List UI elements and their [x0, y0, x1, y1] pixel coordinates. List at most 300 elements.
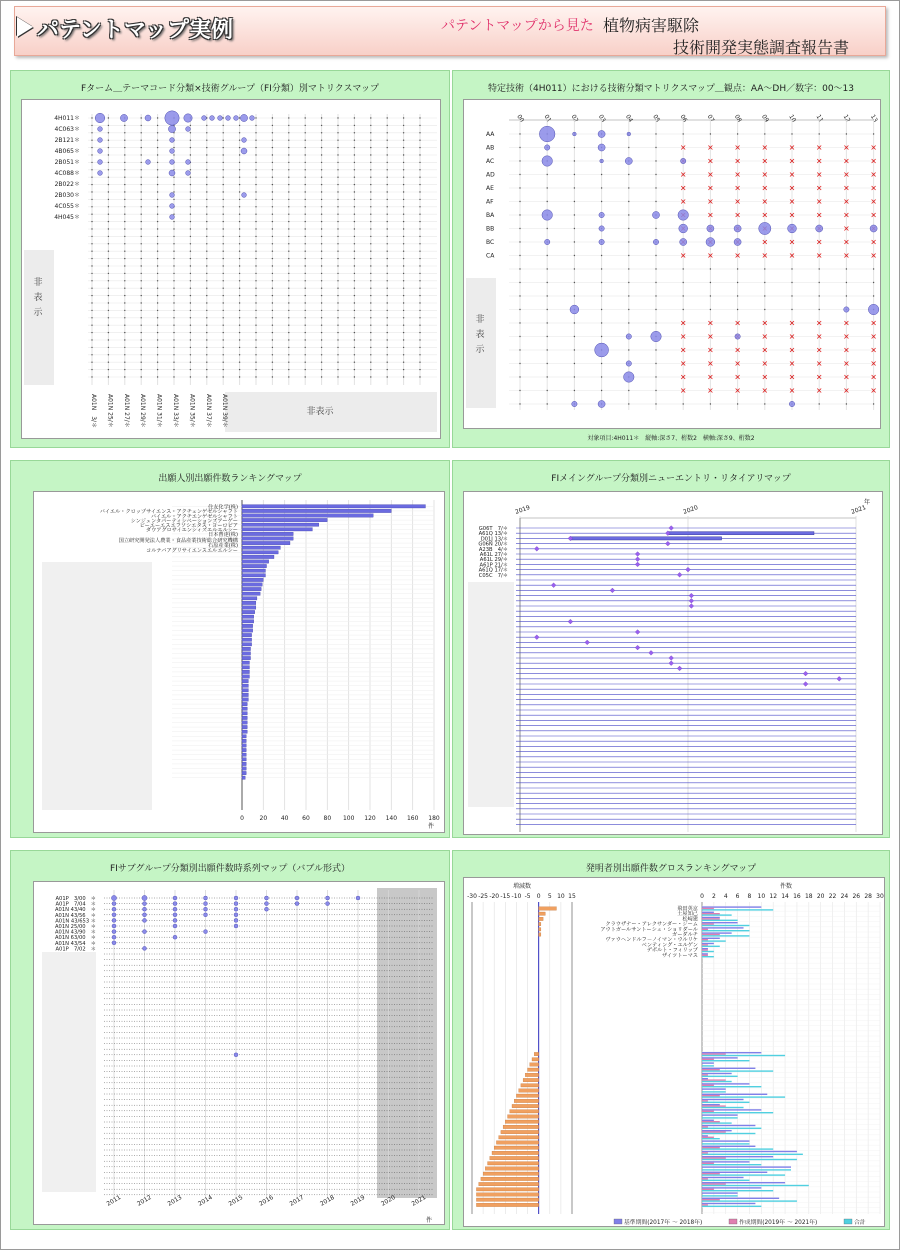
empty-cell-dot: [124, 214, 125, 215]
empty-cell-dot: [337, 243, 338, 244]
diff-bar: [523, 1078, 539, 1081]
empty-cell-dot: [846, 295, 847, 296]
empty-cell-dot: [255, 302, 256, 303]
x-tick-label: 0: [240, 815, 244, 822]
empty-cell-dot: [574, 336, 575, 337]
bar-total: [702, 1107, 744, 1108]
panel-inventor-ranking: [452, 850, 890, 1230]
hidden-label: 示: [475, 345, 485, 355]
empty-cell-dot: [124, 317, 125, 318]
empty-cell-dot: [354, 265, 355, 266]
empty-cell-dot: [206, 369, 207, 370]
empty-cell-dot: [519, 228, 520, 229]
empty-cell-dot: [190, 169, 191, 170]
empty-cell-dot: [255, 317, 256, 318]
empty-cell-dot: [288, 221, 289, 222]
empty-cell-dot: [337, 184, 338, 185]
bar-created-period: [702, 918, 720, 919]
empty-cell-dot: [108, 177, 109, 178]
empty-cell-dot: [206, 177, 207, 178]
hidden-label: 表: [33, 293, 43, 303]
applicant-bar: [242, 702, 247, 705]
empty-cell-dot: [628, 295, 629, 296]
empty-cell-dot: [91, 369, 92, 370]
entry-marker: [551, 583, 556, 588]
empty-cell-dot: [91, 376, 92, 377]
subgroup-bubble: [173, 918, 177, 922]
empty-cell-dot: [206, 228, 207, 229]
empty-cell-dot: [419, 169, 420, 170]
diff-bar: [539, 917, 543, 920]
applicant-bar: [242, 624, 253, 627]
empty-cell-dot: [574, 174, 575, 175]
empty-cell-dot: [387, 221, 388, 222]
empty-cell-dot: [239, 317, 240, 318]
empty-cell-dot: [288, 243, 289, 244]
subgroup-bubble: [173, 902, 177, 906]
empty-cell-dot: [387, 258, 388, 259]
empty-cell-dot: [239, 354, 240, 355]
applicant-label: バイエル・アクチエンゲゼルシャフト: [150, 513, 238, 520]
bar-base-period: [702, 922, 738, 923]
empty-cell-dot: [239, 310, 240, 311]
row-label: A01N 43/56 ＊: [54, 912, 96, 919]
empty-cell-dot: [190, 228, 191, 229]
empty-cell-dot: [305, 295, 306, 296]
empty-cell-dot: [91, 236, 92, 237]
empty-cell-dot: [91, 302, 92, 303]
empty-cell-dot: [108, 376, 109, 377]
y-tick-label: 2B121＊: [54, 137, 80, 144]
right-tick-label: 16: [793, 893, 801, 900]
empty-cell-dot: [255, 376, 256, 377]
subgroup-bubble: [234, 918, 238, 922]
bar-base-period: [702, 1187, 761, 1188]
subgroup-bubble: [173, 935, 177, 939]
applicant-bar: [242, 587, 261, 590]
empty-cell-dot: [173, 354, 174, 355]
empty-cell-dot: [239, 117, 240, 118]
empty-cell-dot: [419, 362, 420, 363]
empty-cell-dot: [519, 187, 520, 188]
empty-cell-dot: [124, 376, 125, 377]
entry-marker: [669, 526, 674, 531]
empty-cell-dot: [173, 147, 174, 148]
y-tick-label: 4B065＊: [54, 148, 80, 155]
empty-cell-dot: [419, 288, 420, 289]
empty-cell-dot: [655, 363, 656, 364]
entry-marker: [635, 552, 640, 557]
empty-cell-dot: [547, 187, 548, 188]
empty-cell-dot: [710, 282, 711, 283]
empty-cell-dot: [272, 228, 273, 229]
empty-cell-dot: [206, 258, 207, 259]
empty-cell-dot: [737, 403, 738, 404]
bar-base-period: [702, 1135, 708, 1136]
row-label: A01N 43/90 ＊: [54, 929, 96, 936]
bar-total: [702, 935, 749, 936]
diff-bar: [479, 1182, 539, 1185]
row-label: G06T 7/＊: [478, 526, 508, 532]
empty-cell-dot: [387, 236, 388, 237]
empty-cell-dot: [206, 214, 207, 215]
empty-cell-dot: [206, 132, 207, 133]
empty-cell-dot: [403, 184, 404, 185]
y-tick-label: 4C063＊: [54, 126, 80, 133]
empty-cell-dot: [239, 376, 240, 377]
bar-total: [702, 1174, 785, 1175]
subgroup-bubble: [143, 902, 147, 906]
chart-area: [463, 491, 883, 835]
empty-cell-dot: [288, 206, 289, 207]
empty-cell-dot: [655, 255, 656, 256]
empty-cell-dot: [305, 258, 306, 259]
empty-cell-dot: [91, 295, 92, 296]
empty-cell-dot: [108, 206, 109, 207]
empty-cell-dot: [601, 363, 602, 364]
empty-cell-dot: [223, 354, 224, 355]
empty-cell-dot: [683, 133, 684, 134]
empty-cell-dot: [305, 280, 306, 281]
empty-cell-dot: [337, 162, 338, 163]
empty-cell-dot: [305, 325, 306, 326]
empty-cell-dot: [387, 295, 388, 296]
empty-cell-dot: [124, 288, 125, 289]
empty-cell-dot: [547, 309, 548, 310]
empty-cell-dot: [387, 376, 388, 377]
y-tick-label: AE: [486, 185, 494, 192]
empty-cell-dot: [321, 310, 322, 311]
empty-cell-dot: [124, 177, 125, 178]
empty-cell-dot: [403, 243, 404, 244]
entry-marker: [803, 671, 808, 676]
right-tick-label: 22: [828, 893, 837, 900]
applicant-bar: [242, 776, 245, 779]
empty-cell-dot: [173, 347, 174, 348]
subgroup-bubble: [326, 896, 330, 900]
bar-base-period: [702, 953, 708, 954]
applicant-label: コルテバアグリサイエンスエルエルシー: [146, 547, 238, 554]
panel-title: Fターム＿テーマコード分類×技術グループ（FI分類）別マトリクスマップ: [80, 84, 380, 94]
empty-cell-dot: [387, 228, 388, 229]
empty-cell-dot: [387, 214, 388, 215]
empty-cell-dot: [108, 332, 109, 333]
empty-cell-dot: [288, 125, 289, 126]
empty-cell-dot: [370, 295, 371, 296]
empty-cell-dot: [141, 243, 142, 244]
empty-cell-dot: [108, 325, 109, 326]
x-tick-label: 13: [868, 113, 879, 124]
empty-cell-dot: [141, 362, 142, 363]
bar-total: [702, 1185, 809, 1186]
empty-cell-dot: [387, 310, 388, 311]
subgroup-bubble: [112, 907, 116, 911]
bar-created-period: [702, 1126, 708, 1127]
subgroup-bubble: [143, 907, 147, 911]
applicant-bar: [242, 541, 290, 544]
empty-cell-dot: [206, 347, 207, 348]
empty-cell-dot: [791, 309, 792, 310]
inventor-label: デボルト・フィリップ: [646, 947, 698, 954]
empty-cell-dot: [272, 140, 273, 141]
empty-cell-dot: [108, 162, 109, 163]
empty-cell-dot: [272, 214, 273, 215]
empty-cell-dot: [337, 280, 338, 281]
empty-cell-dot: [108, 184, 109, 185]
empty-cell-dot: [321, 280, 322, 281]
empty-cell-dot: [764, 403, 765, 404]
panel-title: 出願人別出願件数ランキングマップ: [158, 474, 302, 484]
empty-cell-dot: [321, 177, 322, 178]
subgroup-bubble: [204, 907, 208, 911]
applicant-bar: [242, 569, 265, 572]
empty-cell-dot: [370, 140, 371, 141]
right-tick-label: 26: [852, 893, 861, 900]
empty-cell-dot: [370, 191, 371, 192]
empty-cell-dot: [239, 214, 240, 215]
empty-cell-dot: [337, 376, 338, 377]
play-arrow-icon: [17, 17, 33, 37]
y-tick-label: 4C088＊: [54, 170, 80, 177]
empty-cell-dot: [91, 273, 92, 274]
empty-cell-dot: [370, 347, 371, 348]
empty-cell-dot: [370, 154, 371, 155]
empty-cell-dot: [157, 302, 158, 303]
subgroup-bubble: [326, 902, 330, 906]
empty-cell-dot: [124, 273, 125, 274]
empty-cell-dot: [157, 154, 158, 155]
x-tick-label: 06: [678, 113, 689, 124]
applicant-bar: [242, 592, 260, 595]
empty-cell-dot: [223, 317, 224, 318]
empty-cell-dot: [206, 199, 207, 200]
bar-created-period: [702, 1095, 720, 1096]
x-tick-label: 2020: [682, 504, 700, 516]
empty-cell-dot: [141, 236, 142, 237]
empty-cell-dot: [173, 258, 174, 259]
empty-cell-dot: [272, 169, 273, 170]
empty-cell-dot: [403, 228, 404, 229]
empty-cell-dot: [141, 117, 142, 118]
empty-cell-dot: [255, 310, 256, 311]
empty-cell-dot: [108, 191, 109, 192]
empty-cell-dot: [108, 125, 109, 126]
matrix-bubble: [186, 160, 191, 165]
subgroup-bubble: [112, 918, 116, 922]
empty-cell-dot: [255, 117, 256, 118]
row-label: A01P 7/02 ＊: [55, 946, 96, 953]
applicant-bar: [242, 739, 246, 742]
bar-total: [702, 1070, 773, 1071]
empty-cell-dot: [321, 273, 322, 274]
empty-cell-dot: [305, 310, 306, 311]
empty-cell-dot: [255, 162, 256, 163]
empty-cell-dot: [764, 282, 765, 283]
empty-cell-dot: [419, 184, 420, 185]
empty-cell-dot: [272, 251, 273, 252]
subgroup-bubble: [112, 902, 116, 906]
matrix-bubble: [706, 238, 715, 247]
empty-cell-dot: [574, 255, 575, 256]
empty-cell-dot: [141, 317, 142, 318]
matrix-bubble: [572, 401, 577, 406]
empty-cell-dot: [190, 295, 191, 296]
x-tick-label: 11: [814, 113, 825, 124]
matrix-bubble: [98, 127, 103, 132]
empty-cell-dot: [628, 309, 629, 310]
matrix-bubble: [542, 156, 553, 167]
empty-cell-dot: [190, 125, 191, 126]
empty-cell-dot: [91, 162, 92, 163]
empty-cell-dot: [519, 133, 520, 134]
entry-marker: [568, 619, 573, 624]
empty-cell-dot: [239, 140, 240, 141]
empty-cell-dot: [305, 125, 306, 126]
x-tick-label: 2013: [166, 1194, 184, 1208]
empty-cell-dot: [419, 369, 420, 370]
x-tick-label: 08: [732, 113, 743, 124]
empty-cell-dot: [419, 162, 420, 163]
empty-cell-dot: [223, 214, 224, 215]
empty-cell-dot: [370, 184, 371, 185]
matrix-bubble: [759, 222, 771, 234]
matrix-bubble: [539, 126, 555, 142]
empty-cell-dot: [272, 273, 273, 274]
left-axis-title: 増減数: [512, 883, 532, 890]
x-tick-label: A01N 25/＊: [106, 394, 114, 428]
empty-cell-dot: [305, 317, 306, 318]
empty-cell-dot: [141, 280, 142, 281]
matrix-bubble: [169, 170, 175, 176]
empty-cell-dot: [272, 317, 273, 318]
empty-cell-dot: [173, 339, 174, 340]
empty-cell-dot: [321, 140, 322, 141]
matrix-bubble: [240, 114, 247, 121]
y-tick-label: 2B051＊: [54, 159, 80, 166]
empty-cell-dot: [108, 236, 109, 237]
empty-cell-dot: [141, 221, 142, 222]
empty-cell-dot: [547, 336, 548, 337]
empty-cell-dot: [519, 214, 520, 215]
empty-cell-dot: [157, 376, 158, 377]
empty-cell-dot: [272, 288, 273, 289]
y-tick-label: AB: [486, 144, 495, 152]
applicant-bar: [242, 560, 269, 563]
legend-label: 作成期間(2019年 ～ 2021年): [739, 1220, 818, 1226]
empty-cell-dot: [157, 184, 158, 185]
matrix-bubble: [170, 215, 175, 220]
bar-created-period: [702, 1147, 720, 1148]
bar-total: [702, 1159, 797, 1160]
empty-cell-dot: [387, 325, 388, 326]
matrix-bubble: [595, 343, 609, 357]
empty-cell-dot: [321, 369, 322, 370]
left-tick-label: -25: [478, 893, 489, 900]
subgroup-bubble: [143, 918, 147, 922]
empty-cell-dot: [710, 403, 711, 404]
empty-cell-dot: [272, 347, 273, 348]
empty-cell-dot: [272, 154, 273, 155]
empty-cell-dot: [157, 265, 158, 266]
empty-cell-dot: [387, 191, 388, 192]
empty-cell-dot: [574, 201, 575, 202]
empty-cell-dot: [419, 273, 420, 274]
applicant-bar: [242, 758, 246, 761]
applicant-bar: [242, 716, 247, 719]
x-tick-label: 2019: [514, 504, 532, 516]
empty-cell-dot: [255, 251, 256, 252]
empty-cell-dot: [337, 154, 338, 155]
empty-cell-dot: [272, 280, 273, 281]
empty-cell-dot: [173, 369, 174, 370]
empty-cell-dot: [655, 147, 656, 148]
empty-cell-dot: [337, 169, 338, 170]
ranking-bar-chart: [34, 492, 445, 833]
empty-cell-dot: [419, 376, 420, 377]
empty-cell-dot: [157, 251, 158, 252]
empty-cell-dot: [354, 154, 355, 155]
empty-cell-dot: [91, 154, 92, 155]
empty-cell-dot: [157, 169, 158, 170]
empty-cell-dot: [403, 280, 404, 281]
empty-cell-dot: [846, 268, 847, 269]
empty-cell-dot: [124, 310, 125, 311]
empty-cell-dot: [173, 228, 174, 229]
empty-cell-dot: [255, 147, 256, 148]
empty-cell-dot: [354, 199, 355, 200]
bar-created-period: [702, 1137, 714, 1138]
right-tick-label: 24: [840, 893, 849, 900]
matrix-bubble: [624, 372, 635, 383]
bar-base-period: [702, 1182, 785, 1183]
empty-cell-dot: [157, 117, 158, 118]
diff-bar: [539, 907, 557, 910]
applicant-bar: [242, 523, 319, 526]
applicant-bar: [242, 615, 254, 618]
empty-cell-dot: [387, 162, 388, 163]
diff-bar: [505, 1120, 538, 1123]
subgroup-bubble: [234, 902, 238, 906]
diff-bar: [490, 1156, 539, 1159]
inventor-ranking-chart: [464, 878, 885, 1227]
empty-cell-dot: [321, 162, 322, 163]
empty-cell-dot: [403, 325, 404, 326]
empty-cell-dot: [157, 362, 158, 363]
empty-cell-dot: [141, 132, 142, 133]
applicant-label: ビーエーエスエフソシエタス・ヨーロピア: [139, 523, 238, 529]
bar-total: [702, 1102, 749, 1103]
entry-marker: [689, 604, 694, 609]
future-shade: [377, 888, 437, 1198]
matrix-bubble: [170, 204, 175, 209]
empty-cell-dot: [190, 258, 191, 259]
applicant-bar: [242, 601, 256, 604]
empty-cell-dot: [628, 322, 629, 323]
applicant-bar: [242, 610, 255, 613]
y-tick-label: 2B030＊: [54, 192, 80, 199]
empty-cell-dot: [601, 268, 602, 269]
empty-cell-dot: [305, 191, 306, 192]
left-tick-label: -20: [489, 893, 500, 900]
empty-cell-dot: [206, 236, 207, 237]
subgroup-bubble: [356, 896, 360, 900]
empty-cell-dot: [255, 288, 256, 289]
applicant-bar: [242, 744, 246, 747]
empty-cell-dot: [206, 295, 207, 296]
entry-marker: [686, 567, 691, 572]
empty-cell-dot: [190, 243, 191, 244]
empty-cell-dot: [91, 332, 92, 333]
